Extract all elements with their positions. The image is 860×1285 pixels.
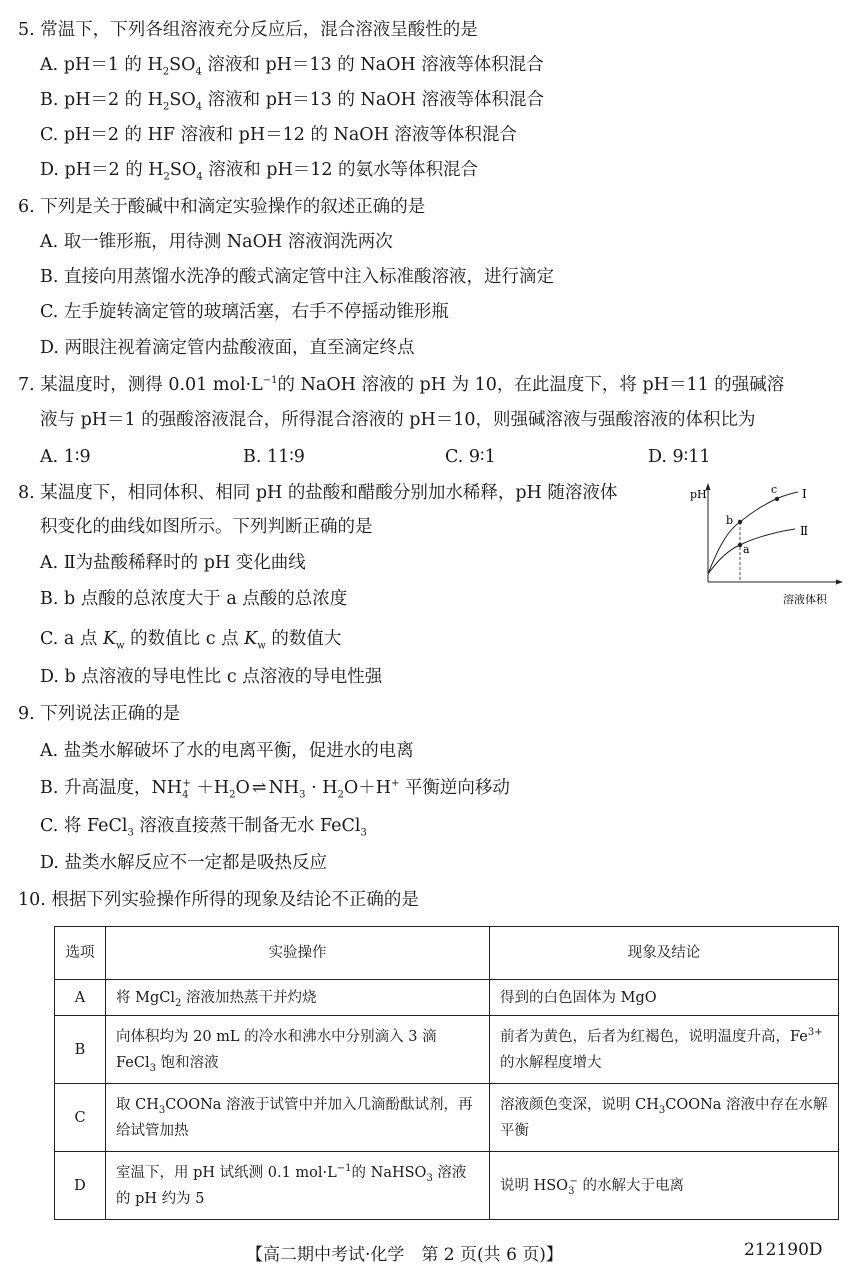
q6-stem: 6. 下列是关于酸碱中和滴定实验操作的叙述正确的是: [18, 197, 426, 217]
q9-option-c: C. 将 FeCl$_3$ 溶液直接蒸干制备无水 FeCl$_3$: [40, 816, 367, 839]
q8-stem-line2: 积变化的曲线如图所示。下列判断正确的是: [40, 517, 373, 537]
table-header-row: [55, 927, 839, 980]
header-option: 选项: [55, 927, 106, 980]
q8-option-d: D. b 点溶液的导电性比 c 点溶液的导电性强: [40, 667, 383, 687]
point-c-label: c: [771, 483, 778, 496]
row-d-option: D: [55, 1152, 106, 1220]
point-a-dot: [738, 543, 742, 547]
point-b-dot: [738, 520, 742, 524]
row-a-option: A: [55, 980, 106, 1016]
row-c-operation: 取 $CH_3COONa$ 溶液于试管中并加入几滴酚酞试剂，再给试管加热: [106, 1084, 490, 1152]
q7-option-d: D. 9∶11: [648, 447, 711, 467]
ph-dilution-graph: [690, 478, 850, 608]
table-row: [55, 1084, 839, 1152]
q8-stem-line1: 8. 某温度下，相同体积、相同 pH 的盐酸和醋酸分别加水稀释，pH 随溶液体: [18, 483, 618, 503]
row-b-option: B: [55, 1016, 106, 1084]
page-footer-title: 【高二期中考试·化学 第 2 页(共 6 页)】: [246, 1245, 563, 1265]
table-row: [55, 1152, 839, 1220]
q6-option-b: B. 直接向用蒸馏水洗净的酸式滴定管中注入标准酸溶液，进行滴定: [40, 267, 554, 287]
point-a-label: a: [743, 543, 750, 556]
row-c-option: C: [55, 1084, 106, 1152]
q6-option-d: D. 两眼注视着滴定管内盐酸液面，直至滴定终点: [40, 338, 415, 358]
row-d-operation: 室温下，用 pH 试纸测 0.1 $mol\cdot L^{-1}$的 NaHSO$_3$ 溶液的 pH 约为 5: [106, 1152, 490, 1220]
q5-option-d: D. pH＝2 的 $H_2SO_4$ 溶液和 pH＝12 的氨水等体积混合: [40, 160, 479, 183]
graph-x-label: 溶液体积: [783, 593, 827, 606]
q5-stem: 5. 常温下，下列各组溶液充分反应后，混合溶液呈酸性的是: [18, 20, 478, 40]
page-code: 212190D: [744, 1240, 823, 1260]
graph-x-arrow: [836, 580, 843, 585]
q9-option-d: D. 盐类水解反应不一定都是吸热反应: [40, 853, 328, 873]
row-c-result: 溶液颜色变深，说明 $CH_3COONa$ 溶液中存在水解平衡: [490, 1084, 839, 1152]
curve-1-label: Ⅰ: [802, 487, 807, 501]
point-c-dot: [775, 497, 779, 501]
header-operation: 实验操作: [106, 927, 490, 980]
q6-option-a: A. 取一锥形瓶，用待测 NaOH 溶液润洗两次: [40, 232, 393, 252]
row-b-result: 前者为黄色，后者为红褐色，说明温度升高，$Fe^{3+}$ 的水解程度增大: [490, 1016, 839, 1084]
experiment-table: [54, 926, 839, 1220]
q9-option-b: B. 升高温度，$NH_4^+ +H_2O$ ⇌ $NH_3 \cdot H_2O+H^+$ 平衡逆向移动: [40, 778, 510, 801]
row-a-operation: 将 MgCl$_2$ 溶液加热蒸干并灼烧: [106, 980, 490, 1016]
q8-option-c: C. a 点 $K_w$ 的数值比 c 点 $K_w$ 的数值大: [40, 629, 342, 652]
q9-option-a: A. 盐类水解破坏了水的电离平衡，促进水的电离: [40, 741, 414, 761]
q10-stem: 10. 根据下列实验操作所得的现象及结论不正确的是: [18, 890, 419, 910]
header-result: 现象及结论: [490, 927, 839, 980]
curve-2-label: Ⅱ: [800, 524, 809, 538]
q7-option-b: B. 11∶9: [243, 447, 305, 467]
q7-option-a: A. 1∶9: [40, 447, 91, 467]
q8-option-b: B. b 点酸的总浓度大于 a 点酸的总浓度: [40, 589, 348, 609]
row-d-result: 说明 $HSO_3^-$ 的水解大于电离: [490, 1152, 839, 1220]
table-row: [55, 980, 839, 1016]
row-b-operation: 向体积均为 20 mL 的冷水和沸水中分别滴入 3 滴 FeCl$_3$ 饱和溶液: [106, 1016, 490, 1084]
q5-option-b: B. pH＝2 的 $H_2SO_4$ 溶液和 pH＝13 的 NaOH 溶液等体积混合: [40, 90, 544, 113]
q9-stem: 9. 下列说法正确的是: [18, 704, 181, 724]
q5-option-c: C. pH＝2 的 HF 溶液和 pH＝12 的 NaOH 溶液等体积混合: [40, 125, 517, 145]
curve-2: [708, 529, 795, 574]
graph-y-label: pH: [690, 488, 707, 501]
point-b-label: b: [726, 514, 734, 527]
q6-option-c: C. 左手旋转滴定管的玻璃活塞，右手不停摇动锥形瓶: [40, 302, 449, 322]
q5-option-a: A. pH＝1 的 $H_2SO_4$ 溶液和 pH＝13 的 NaOH 溶液等体积混合: [40, 55, 544, 78]
q7-option-c: C. 9∶1: [445, 447, 496, 467]
q7-stem-line1: 7. 某温度时，测得 0.01 $mol\cdot L^{-1}$的 NaOH 溶液的 pH 为 10，在此温度下，将 pH＝11 的强碱溶: [18, 375, 785, 395]
curve-1: [708, 492, 798, 574]
row-a-result: 得到的白色固体为 MgO: [490, 980, 839, 1016]
table-row: [55, 1016, 839, 1084]
q8-option-a: A. Ⅱ为盐酸稀释时的 pH 变化曲线: [40, 553, 306, 573]
q7-stem-line2: 液与 pH＝1 的强酸溶液混合，所得混合溶液的 pH＝10，则强碱溶液与强酸溶液的体积比为: [40, 410, 756, 430]
